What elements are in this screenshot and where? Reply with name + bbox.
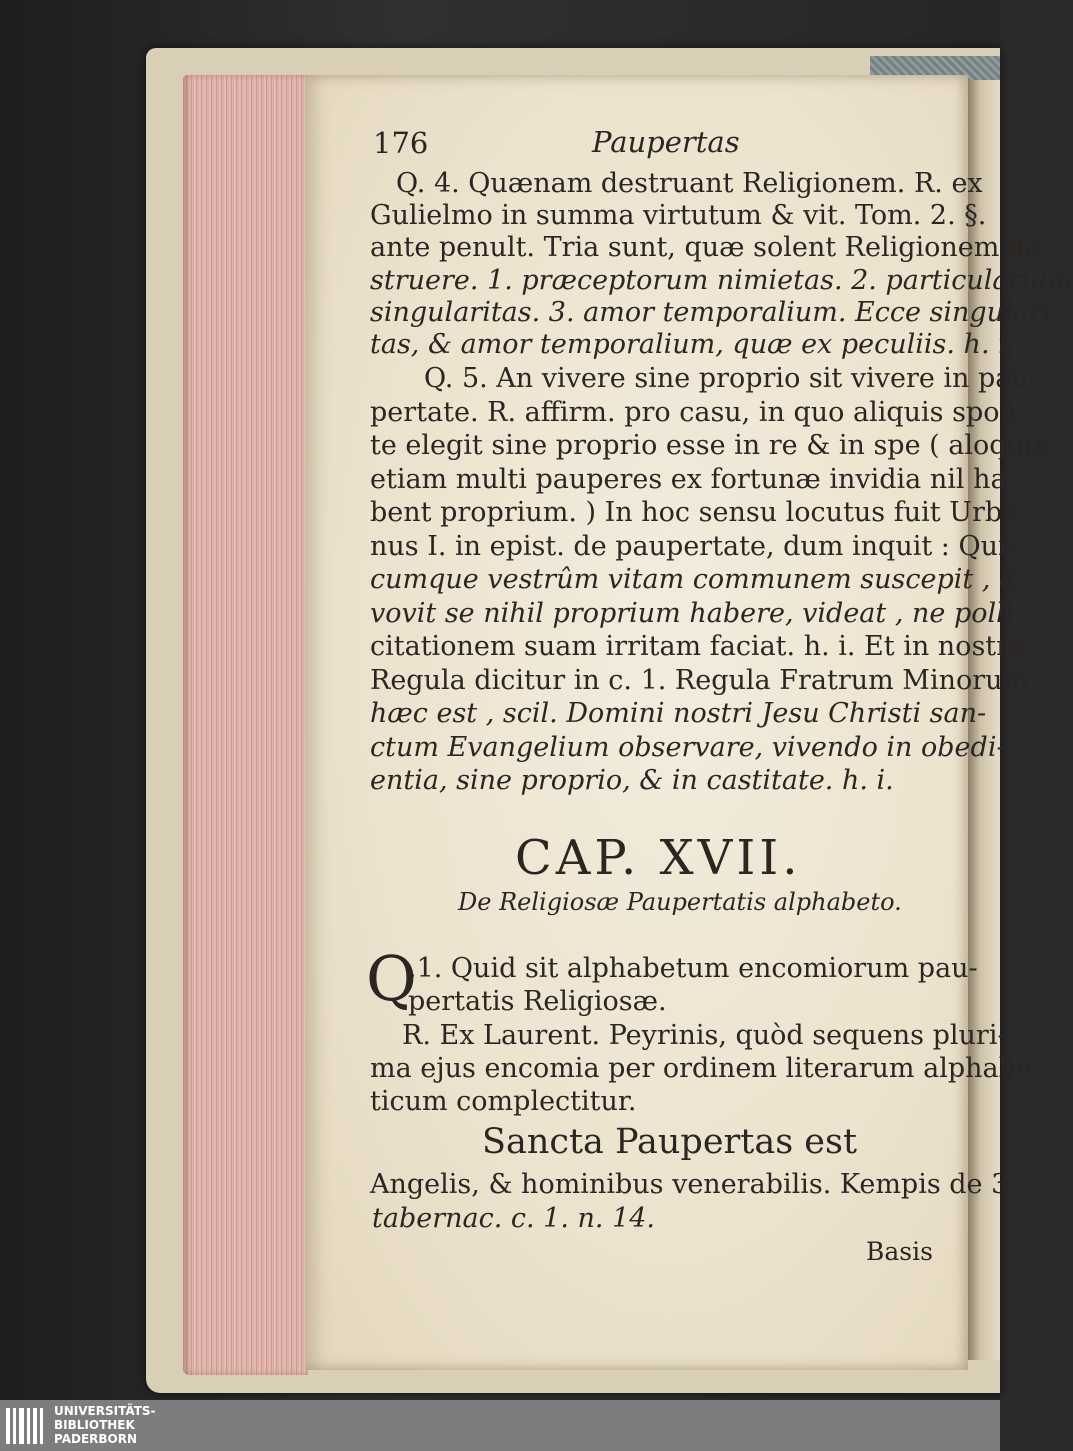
text-line: Angelis, & hominibus venerabilis. Kempis de 3. xyxy=(370,1169,1017,1200)
text-line: citationem suam irritam faciat. h. i. Et in nostra xyxy=(370,631,1026,662)
text-line: etiam multi pauperes ex fortunæ invidia nil ha- xyxy=(370,464,1016,495)
text-line: Q. 5. An vivere sine proprio sit vivere in pau- xyxy=(424,363,1038,394)
text-line: pertatis Religiosæ. xyxy=(408,986,667,1017)
text-line: Regula dicitur in c. 1. Regula Fratrum Minorum xyxy=(370,665,1029,696)
text-line: singularitas. 3. amor temporalium. Ecce singulari- xyxy=(370,297,1060,328)
library-name-line: BIBLIOTHEK xyxy=(54,1418,135,1432)
text-line: Q. 4. Quænam destruant Religionem. R. ex xyxy=(396,168,983,199)
text-line: hæc est , scil. Domini nostri Jesu Christi san- xyxy=(370,698,987,729)
text-line: nus I. in epist. de paupertate, dum inquit : Qui- xyxy=(370,531,1016,562)
text-line: entia, sine proprio, & in castitate. h. i. xyxy=(370,765,894,796)
text-line: cumque vestrûm vitam communem suscepit , & xyxy=(370,564,1024,595)
running-head: Paupertas xyxy=(592,125,740,159)
library-name-line: PADERBORN xyxy=(54,1432,138,1446)
library-logo-icon xyxy=(4,1404,48,1448)
library-name xyxy=(54,1404,156,1446)
text-line: struere. 1. præceptorum nimietas. 2. particularium xyxy=(370,265,1073,296)
text-line: tabernac. c. 1. n. 14. xyxy=(372,1203,656,1234)
text-line: tas, & amor temporalium, quæ ex peculiis. h. i. xyxy=(370,329,1016,360)
text-line: Gulielmo in summa virtutum & vit. Tom. 2. §. xyxy=(370,200,987,231)
text-line: .1. Quid sit alphabetum encomiorum pau- xyxy=(408,953,978,984)
library-footer xyxy=(0,1400,1000,1451)
catchword: Basis xyxy=(866,1237,933,1266)
section-heading: Sancta Paupertas est xyxy=(482,1122,858,1162)
text-line: ticum complectitur. xyxy=(370,1086,637,1117)
text-line: pertate. R. affirm. pro casu, in quo aliquis spon- xyxy=(370,397,1026,428)
drop-cap: Q xyxy=(366,942,417,1015)
text-line: ante penult. Tria sunt, quæ solent Religionem de- xyxy=(370,232,1051,263)
text-line: bent proprium. ) In hoc sensu locutus fuit Urba- xyxy=(370,497,1028,528)
text-line: vovit se nihil proprium habere, videat , ne polli- xyxy=(370,598,1023,629)
text-line: ctum Evangelium observare, vivendo in obedi- xyxy=(370,732,1006,763)
library-name-line: UNIVERSITÄTS- xyxy=(54,1404,156,1418)
text-line: R. Ex Laurent. Peyrinis, quòd sequens pluri- xyxy=(402,1020,1007,1051)
page-number: 176 xyxy=(373,126,429,160)
text-line: ma ejus encomia per ordinem literarum alphabe- xyxy=(370,1053,1041,1084)
chapter-subtitle: De Religiosæ Paupertatis alphabeto. xyxy=(458,888,902,916)
text-line: te elegit sine proprio esse in re & in spe ( aloquin xyxy=(370,430,1050,461)
page-edges xyxy=(183,75,308,1375)
chapter-title: CAP. XVII. xyxy=(515,830,802,886)
